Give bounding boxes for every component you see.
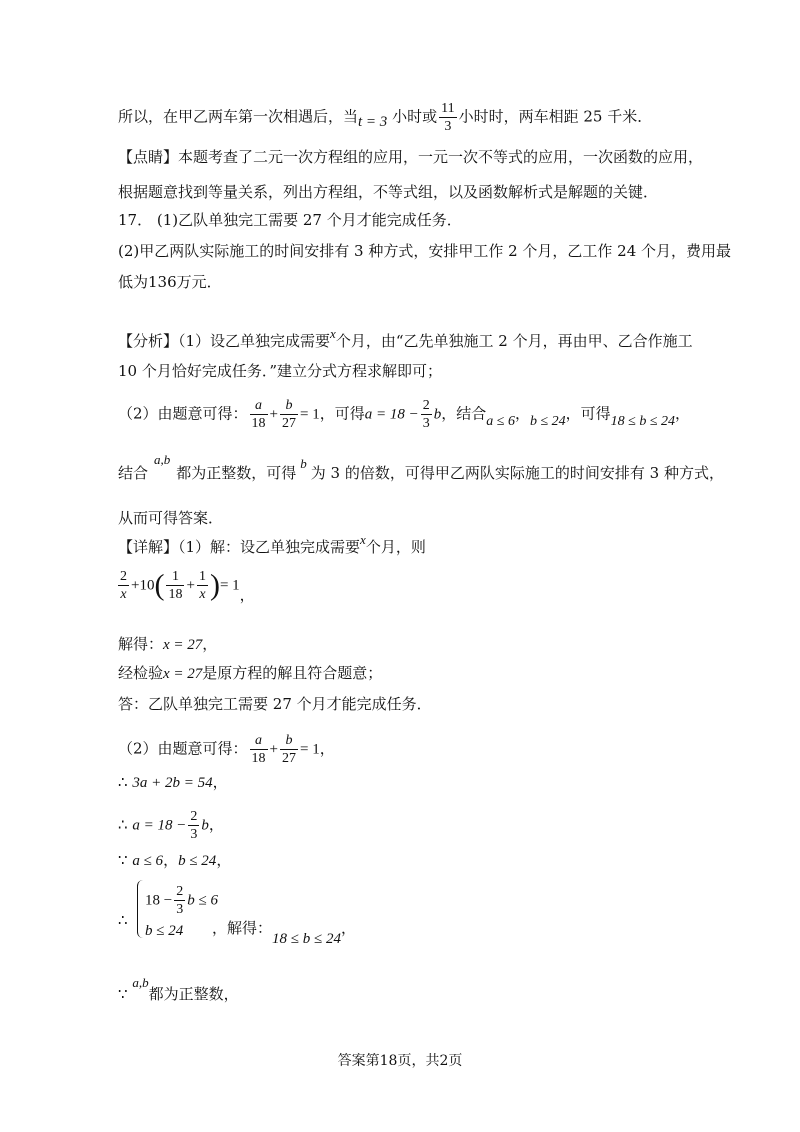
- math: x = 27: [163, 666, 203, 682]
- comma: ，: [340, 919, 356, 937]
- text: 都为正整数，: [148, 985, 239, 1003]
- math-t: t = 3: [358, 113, 388, 130]
- line-answer-17-2: (2)甲乙两队实际施工的时间安排有 3 种方式，安排甲工作 2 个月，乙工作 24 个月，费用最: [118, 242, 732, 260]
- line-therefore-2: [118, 808, 224, 843]
- math: 18 ≤ b ≤ 24: [272, 931, 341, 947]
- text: 小时或: [392, 107, 438, 126]
- fraction-b-27: $\frac{b}{27}$: [282, 398, 297, 431]
- math: = 1: [300, 741, 320, 758]
- line-analysis-4: [118, 452, 724, 484]
- text: 【分析】（1）设乙单独完成需要: [118, 332, 331, 350]
- because-symbol: ∵: [118, 851, 128, 869]
- math: +10: [131, 577, 155, 594]
- text: 都为正整数，可得: [176, 464, 297, 482]
- comma: ，: [216, 851, 232, 869]
- comma: ，: [239, 585, 255, 604]
- line-answer-17-1: 17． (1)乙队单独完工需要 27 个月才能完成任务．: [118, 211, 462, 229]
- text: ，可得: [319, 404, 365, 423]
- math: a ≤ 6: [486, 413, 515, 429]
- plus: +: [186, 577, 195, 594]
- fraction-2-3: $\frac{2}{3}$: [190, 809, 198, 842]
- fraction-11-3: $\frac{11}{3}$: [441, 101, 455, 134]
- text: ，: [202, 635, 218, 653]
- line-detail-check: [118, 663, 382, 684]
- line-analysis-5: 从而可得答案．: [118, 509, 224, 527]
- math-b: b: [201, 817, 209, 834]
- line-analysis-3: （2）由题意可得： $\frac{a}{18}$ + $\frac{b}{27}$ = 1，可得a = 18 − $\frac{2}{3}$ b，结合a ≤ 6，b ≤ 24，可得18 ≤ b ≤ 24，: [118, 398, 691, 431]
- text: （2）由题意可得：: [118, 739, 248, 758]
- math: 18 −: [145, 892, 173, 909]
- text: ，可得: [565, 404, 611, 423]
- line-detail-1: [118, 532, 426, 558]
- math: 18 ≤ b ≤ 24: [610, 413, 676, 429]
- comma: ，: [319, 739, 335, 758]
- fraction-2-3: $\frac{2}{3}$: [422, 398, 430, 431]
- math-ab: a,b: [154, 452, 171, 467]
- therefore-symbol: ∴: [118, 773, 128, 791]
- paren-right: ): [209, 568, 220, 602]
- math: x = 27: [163, 637, 203, 653]
- math-x: x: [360, 532, 366, 547]
- line-answer-17-3: 低为136万元．: [118, 273, 222, 291]
- line-analysis-2: 10 个月恰好完成任务．”建立分式方程求解即可；: [118, 362, 443, 380]
- text: 经检验: [118, 664, 164, 682]
- line-analysis-1: [118, 326, 693, 352]
- math-ab: a,b: [132, 975, 149, 990]
- text: 结合: [118, 464, 149, 482]
- math: a = 18 −: [364, 406, 419, 423]
- therefore-symbol: ∴: [118, 815, 128, 834]
- comma: ，: [212, 773, 228, 791]
- math: 3a + 2b = 54: [132, 775, 213, 791]
- text: （2）由题意可得：: [118, 404, 248, 423]
- text: 【详解】（1）解：设乙单独完成需要: [118, 538, 361, 556]
- text: 为 3 的倍数，可得甲乙两队实际施工的时间安排有 3 种方式，: [310, 464, 724, 482]
- math: = 1: [219, 577, 240, 594]
- math: a = 18 −: [132, 817, 187, 834]
- plus: +: [269, 406, 279, 423]
- system-therefore: ∴: [118, 911, 128, 929]
- math: a ≤ 6: [132, 853, 164, 869]
- text: 个月，由“乙先单独施工 2 个月，再由甲、乙合作施工: [335, 332, 693, 350]
- math-b: b: [300, 456, 307, 471]
- line-detail-2: [118, 732, 335, 767]
- text: 小时时，两车相距 25 千米．: [458, 107, 653, 126]
- fraction-b-27: $\frac{b}{27}$: [282, 733, 297, 766]
- math: = 1: [300, 406, 320, 423]
- text: 所以，在甲乙两车第一次相遇后，当: [118, 107, 359, 126]
- text: 个月，则: [365, 538, 426, 556]
- fraction-1-18: $\frac{1}{18}$: [168, 569, 183, 602]
- line-conclusion: [118, 100, 652, 135]
- line-highlight-2: 根据题意找到等量关系，列出方程组，不等式组，以及函数解析式是解题的关键．: [118, 183, 659, 201]
- line-because-1: [118, 850, 231, 871]
- text: 解得：: [118, 635, 164, 653]
- fraction-2-3: $\frac{2}{3}$: [176, 884, 184, 917]
- line-therefore-1: [118, 772, 228, 793]
- text: 是原方程的解且符合题意；: [202, 664, 383, 682]
- plus: +: [269, 741, 279, 758]
- math-b: b: [433, 406, 442, 423]
- line-detail-answer: 答：乙队单独完工需要 27 个月才能完成任务．: [118, 695, 432, 713]
- fraction-a-18: $\frac{a}{18}$: [251, 733, 266, 766]
- fraction-a-18: $\frac{a}{18}$: [251, 398, 266, 431]
- system-result: [212, 918, 356, 947]
- paren-left: (: [154, 568, 165, 602]
- fraction-2-x: $\frac{2}{x}$: [120, 569, 127, 602]
- comma: ，: [208, 815, 224, 834]
- text: ，解得：: [212, 919, 273, 937]
- line-highlight-1: 【点睛】本题考查了二元一次方程组的应用，一元一次不等式的应用，一次函数的应用，: [118, 148, 704, 166]
- math: b ≤ 24: [529, 413, 566, 429]
- math: b ≤ 6: [187, 892, 218, 909]
- fraction-1-x: $\frac{1}{x}$: [198, 569, 206, 602]
- comma: ，: [163, 851, 179, 869]
- math: b ≤ 24: [178, 853, 217, 869]
- line-equation-1: [116, 568, 255, 603]
- system-row-1: [145, 883, 218, 918]
- page-footer: 答案第18页，共2页: [337, 1053, 463, 1069]
- line-because-2: [118, 975, 239, 1005]
- because-symbol: ∵: [118, 985, 128, 1003]
- system-row-2: [145, 920, 183, 941]
- text: ，结合: [441, 404, 487, 423]
- math: b ≤ 24: [145, 923, 184, 939]
- line-detail-solve: [118, 634, 217, 655]
- math-x: x: [330, 326, 336, 341]
